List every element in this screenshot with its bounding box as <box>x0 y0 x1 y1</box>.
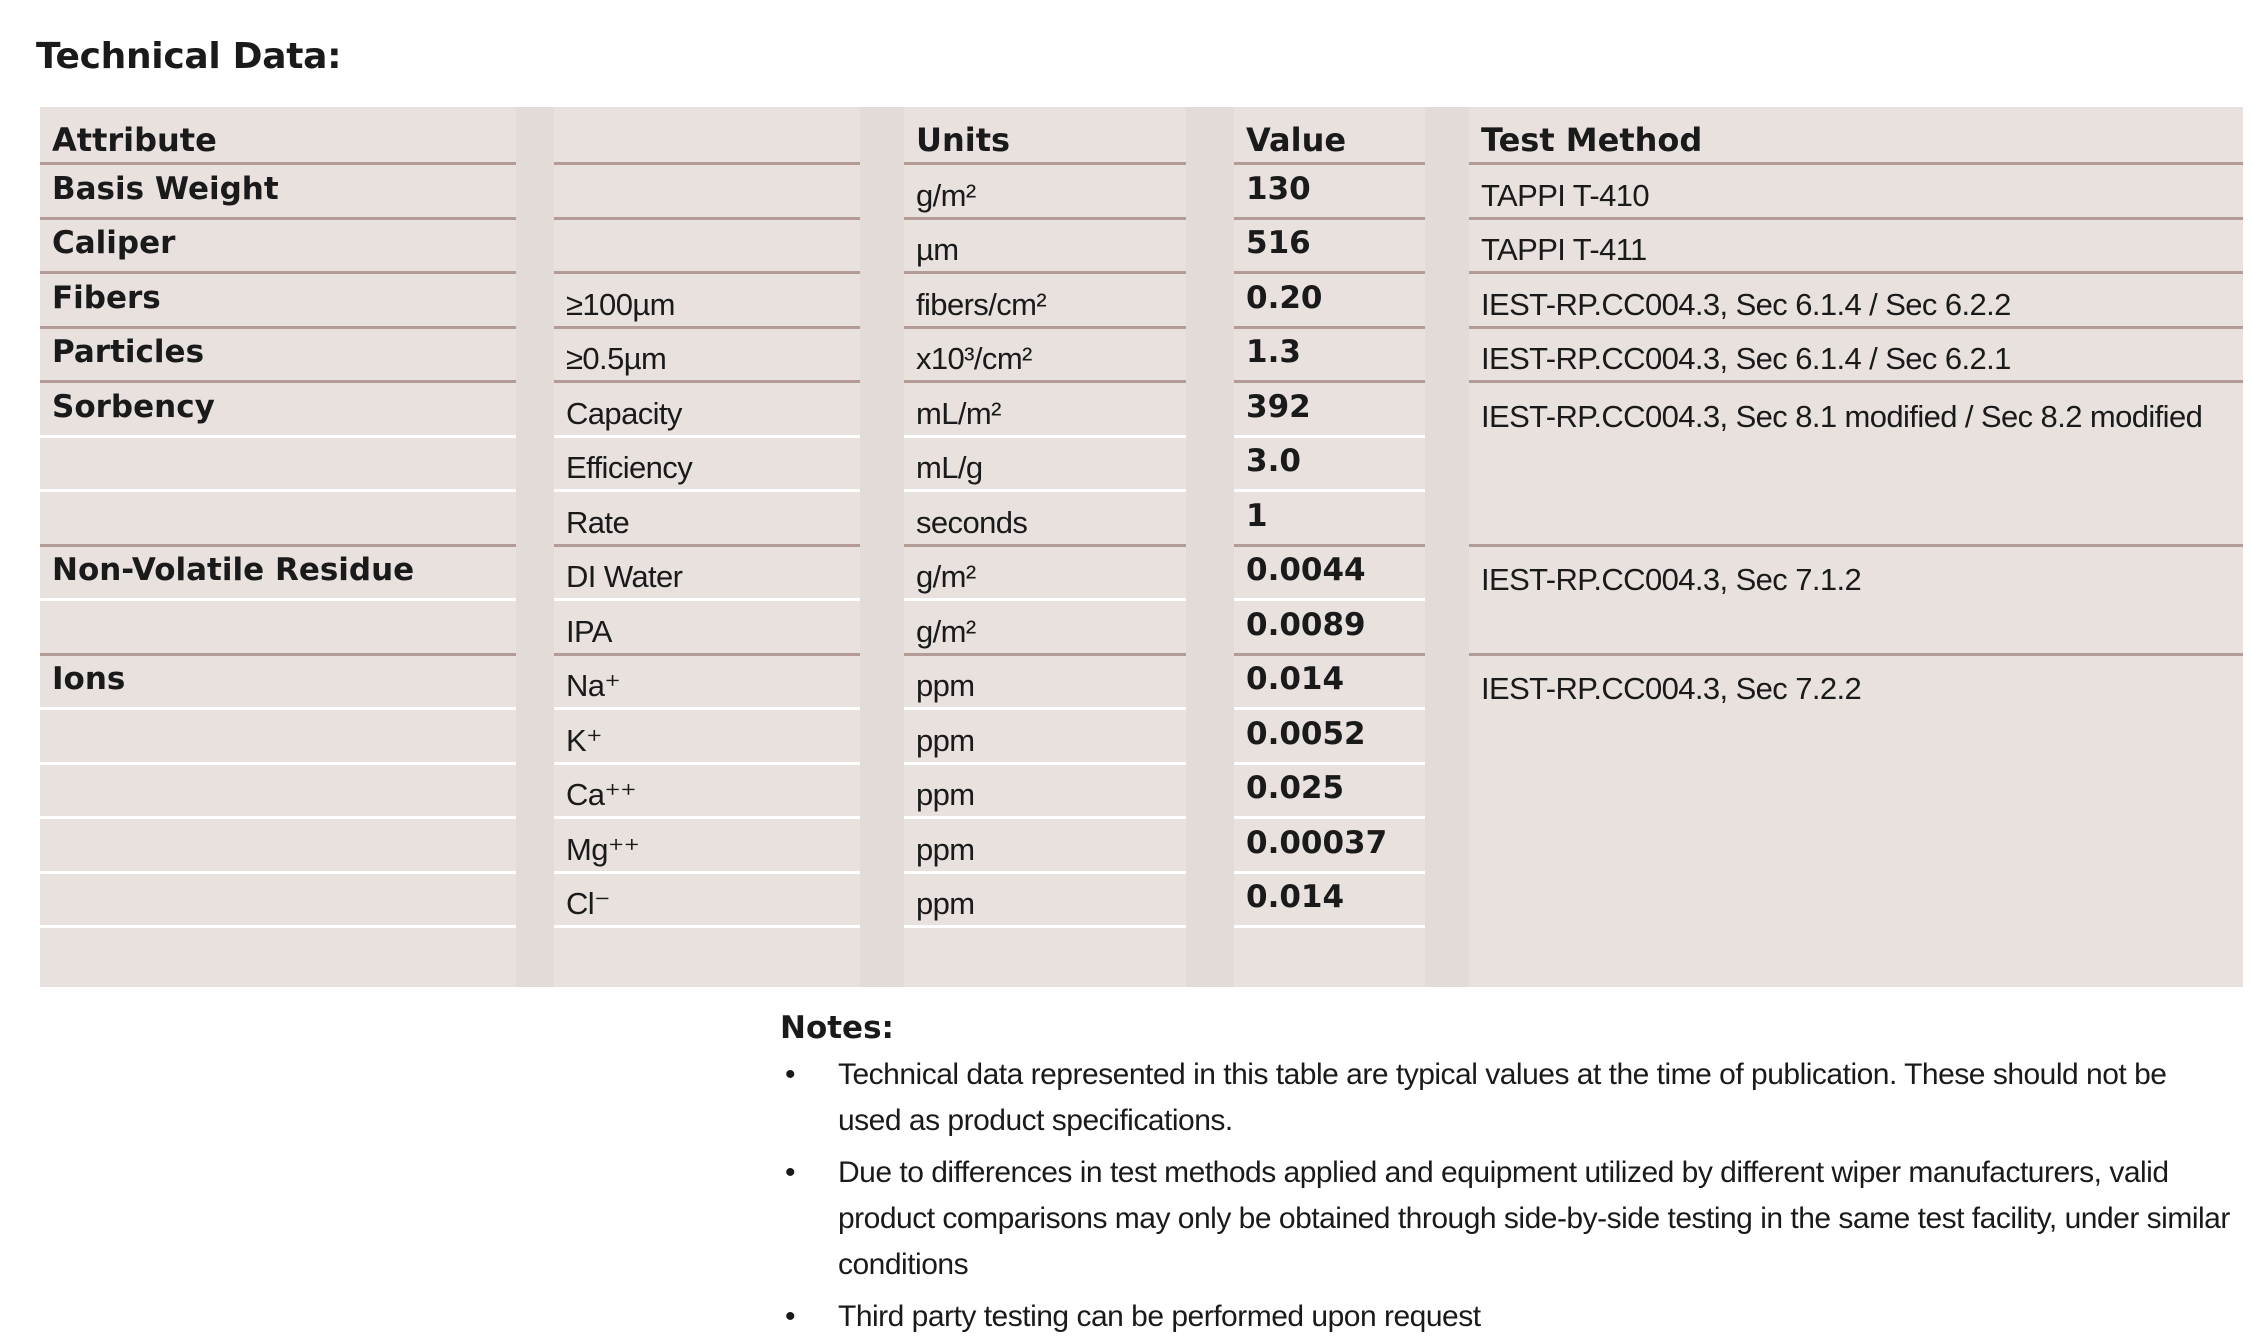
table-cell-sub <box>554 165 860 220</box>
table-cell-sub <box>554 656 860 711</box>
header-cell-attribute <box>40 107 516 165</box>
cell-text: K⁺ <box>566 722 602 758</box>
note-item <box>780 1150 2230 1288</box>
table-cell-attribute <box>40 438 516 493</box>
cell-text: 0.014 <box>1246 661 1345 697</box>
table-cell-method <box>1469 656 2243 711</box>
table-cell-sub <box>554 274 860 329</box>
cell-text: ≥100µm <box>566 286 675 322</box>
note-text: Technical data represented in this table are typical values at the time of publication. These should not be used as product specifications. <box>838 1058 2167 1137</box>
table-cell-units <box>904 492 1186 547</box>
cell-text: IEST-RP.CC004.3, Sec 7.2.2 <box>1481 671 1862 706</box>
table-cell-method <box>1469 874 2243 929</box>
table-cell-sub <box>554 765 860 820</box>
cell-text: Non-Volatile Residue <box>52 552 415 588</box>
table-cell-attribute <box>40 819 516 874</box>
cell-text: Ions <box>52 661 126 697</box>
cell-text: Caliper <box>52 225 176 261</box>
cell-text: IEST-RP.CC004.3, Sec 8.1 modified / Sec 8.2 modified <box>1481 398 2203 434</box>
cell-text: Na⁺ <box>566 668 621 703</box>
cell-text: x10³/cm² <box>916 341 1032 376</box>
cell-text: 0.0044 <box>1246 552 1366 588</box>
cell-text: 392 <box>1246 388 1311 425</box>
header-cell-method <box>1469 107 2243 165</box>
table-cell-value <box>1234 710 1425 765</box>
table-cell-units <box>904 438 1186 493</box>
cell-text: DI Water <box>566 559 683 594</box>
cell-text: 130 <box>1246 170 1311 207</box>
column-gap <box>1186 107 1234 987</box>
header-cell-sub <box>554 107 860 165</box>
cell-text: µm <box>916 232 959 267</box>
cell-text: ppm <box>916 722 975 758</box>
table-cell-value <box>1234 874 1425 929</box>
table-cell-value <box>1234 601 1425 656</box>
table-cell-method <box>1469 819 2243 874</box>
cell-text: TAPPI T-410 <box>1481 177 1650 213</box>
table-cell-method <box>1469 165 2243 220</box>
cell-text: ppm <box>916 668 975 703</box>
table-cell-method <box>1469 220 2243 275</box>
table-cell-sub <box>554 383 860 438</box>
cell-text: g/m² <box>916 559 976 594</box>
bullet-icon: • <box>784 1058 795 1091</box>
bullet-icon: • <box>784 1156 795 1189</box>
table-cell-attribute <box>40 220 516 275</box>
table-cell-value <box>1234 329 1425 384</box>
cell-text: Fibers <box>52 279 161 316</box>
table-cell-value <box>1234 383 1425 438</box>
cell-text: 0.20 <box>1246 279 1323 316</box>
cell-text: TAPPI T-411 <box>1481 232 1647 267</box>
cell-text: IEST-RP.CC004.3, Sec 7.1.2 <box>1481 562 1862 597</box>
table-cell-method <box>1469 547 2243 602</box>
table-cell-value <box>1234 656 1425 711</box>
technical-data-table <box>40 107 2243 987</box>
column-gap <box>1425 107 1469 987</box>
cell-text: g/m² <box>916 177 976 213</box>
table-cell-units <box>904 547 1186 602</box>
table-cell-attribute <box>40 547 516 602</box>
page-title: Technical Data: <box>36 36 342 77</box>
table-footer-cell <box>904 928 1186 987</box>
cell-text: Rate <box>566 504 630 540</box>
table-cell-value <box>1234 819 1425 874</box>
header-cell-value <box>1234 107 1425 165</box>
cell-text: 3.0 <box>1246 443 1301 479</box>
table-cell-sub <box>554 710 860 765</box>
cell-text: 0.025 <box>1246 770 1345 806</box>
cell-text: 1 <box>1246 497 1268 534</box>
table-cell-attribute <box>40 874 516 929</box>
table-cell-sub <box>554 601 860 656</box>
table-cell-value <box>1234 492 1425 547</box>
table-cell-attribute <box>40 492 516 547</box>
table-cell-units <box>904 274 1186 329</box>
table-cell-method <box>1469 492 2243 547</box>
table-cell-method <box>1469 601 2243 656</box>
table-cell-units <box>904 710 1186 765</box>
table-cell-sub <box>554 220 860 275</box>
cell-text: ppm <box>916 777 975 812</box>
column-gap <box>516 107 554 987</box>
header-label: Value <box>1246 121 1347 159</box>
table-cell-sub <box>554 874 860 929</box>
cell-text: 516 <box>1246 225 1311 261</box>
table-cell-method <box>1469 329 2243 384</box>
table-cell-method <box>1469 438 2243 493</box>
cell-text: Efficiency <box>566 450 693 485</box>
header-cell-units <box>904 107 1186 165</box>
table-cell-method <box>1469 710 2243 765</box>
table-cell-method <box>1469 383 2243 438</box>
table-cell-value <box>1234 165 1425 220</box>
table-footer-cell <box>554 928 860 987</box>
table-cell-value <box>1234 765 1425 820</box>
cell-text: seconds <box>916 504 1028 540</box>
table-cell-attribute <box>40 329 516 384</box>
table-footer-cell <box>1234 928 1425 987</box>
table-cell-sub <box>554 438 860 493</box>
notes-list <box>780 1052 2230 1340</box>
table-cell-value <box>1234 547 1425 602</box>
table-cell-sub <box>554 329 860 384</box>
cell-text: ppm <box>916 886 975 921</box>
table-cell-attribute <box>40 765 516 820</box>
table-cell-units <box>904 601 1186 656</box>
cell-text: Particles <box>52 334 205 370</box>
cell-text: ≥0.5µm <box>566 341 667 376</box>
header-label: Test Method <box>1481 121 1703 159</box>
cell-text: IEST-RP.CC004.3, Sec 6.1.4 / Sec 6.2.2 <box>1481 286 2011 322</box>
bullet-icon: • <box>784 1300 795 1333</box>
cell-text: 0.0052 <box>1246 715 1366 752</box>
table-cell-value <box>1234 438 1425 493</box>
cell-text: g/m² <box>916 613 976 649</box>
table-cell-method <box>1469 765 2243 820</box>
table-cell-units <box>904 329 1186 384</box>
cell-text: 0.014 <box>1246 879 1345 915</box>
cell-text: IPA <box>566 613 612 649</box>
table-cell-method <box>1469 274 2243 329</box>
table-footer-cell <box>40 928 516 987</box>
table-cell-sub <box>554 819 860 874</box>
cell-text: Sorbency <box>52 388 215 425</box>
table-cell-attribute <box>40 274 516 329</box>
cell-text: Cl⁻ <box>566 886 610 921</box>
cell-text: 0.0089 <box>1246 606 1366 643</box>
cell-text: 1.3 <box>1246 334 1301 370</box>
cell-text: 0.00037 <box>1246 824 1388 861</box>
table-cell-value <box>1234 274 1425 329</box>
table-cell-units <box>904 383 1186 438</box>
table-cell-attribute <box>40 656 516 711</box>
table-cell-sub <box>554 547 860 602</box>
table-cell-units <box>904 220 1186 275</box>
header-label: Attribute <box>52 121 217 159</box>
table-cell-attribute <box>40 165 516 220</box>
table-cell-units <box>904 819 1186 874</box>
table-cell-sub <box>554 492 860 547</box>
cell-text: Capacity <box>566 395 682 431</box>
cell-text: Mg⁺⁺ <box>566 831 640 867</box>
table-cell-attribute <box>40 710 516 765</box>
table-cell-units <box>904 656 1186 711</box>
header-label: Units <box>916 121 1011 159</box>
note-text: Third party testing can be performed upon request <box>838 1300 1481 1333</box>
cell-text: mL/m² <box>916 395 1001 431</box>
note-text: Due to differences in test methods applied and equipment utilized by different wiper manufacturers, valid product comparisons may only be obtained through side-by-side testing in the same test facility, under similar conditions <box>838 1156 2230 1281</box>
cell-text: Basis Weight <box>52 170 279 207</box>
table-cell-units <box>904 165 1186 220</box>
cell-text: IEST-RP.CC004.3, Sec 6.1.4 / Sec 6.2.1 <box>1481 341 2011 376</box>
cell-text: fibers/cm² <box>916 286 1047 322</box>
table-cell-units <box>904 874 1186 929</box>
note-item <box>780 1052 2230 1144</box>
cell-text: Ca⁺⁺ <box>566 777 636 812</box>
cell-text: mL/g <box>916 450 983 485</box>
notes-title: Notes: <box>780 1010 894 1046</box>
table-cell-attribute <box>40 383 516 438</box>
column-gap <box>860 107 904 987</box>
table-cell-units <box>904 765 1186 820</box>
cell-text: ppm <box>916 831 975 867</box>
notes-section <box>780 1010 2230 1340</box>
table-cell-attribute <box>40 601 516 656</box>
table-cell-value <box>1234 220 1425 275</box>
